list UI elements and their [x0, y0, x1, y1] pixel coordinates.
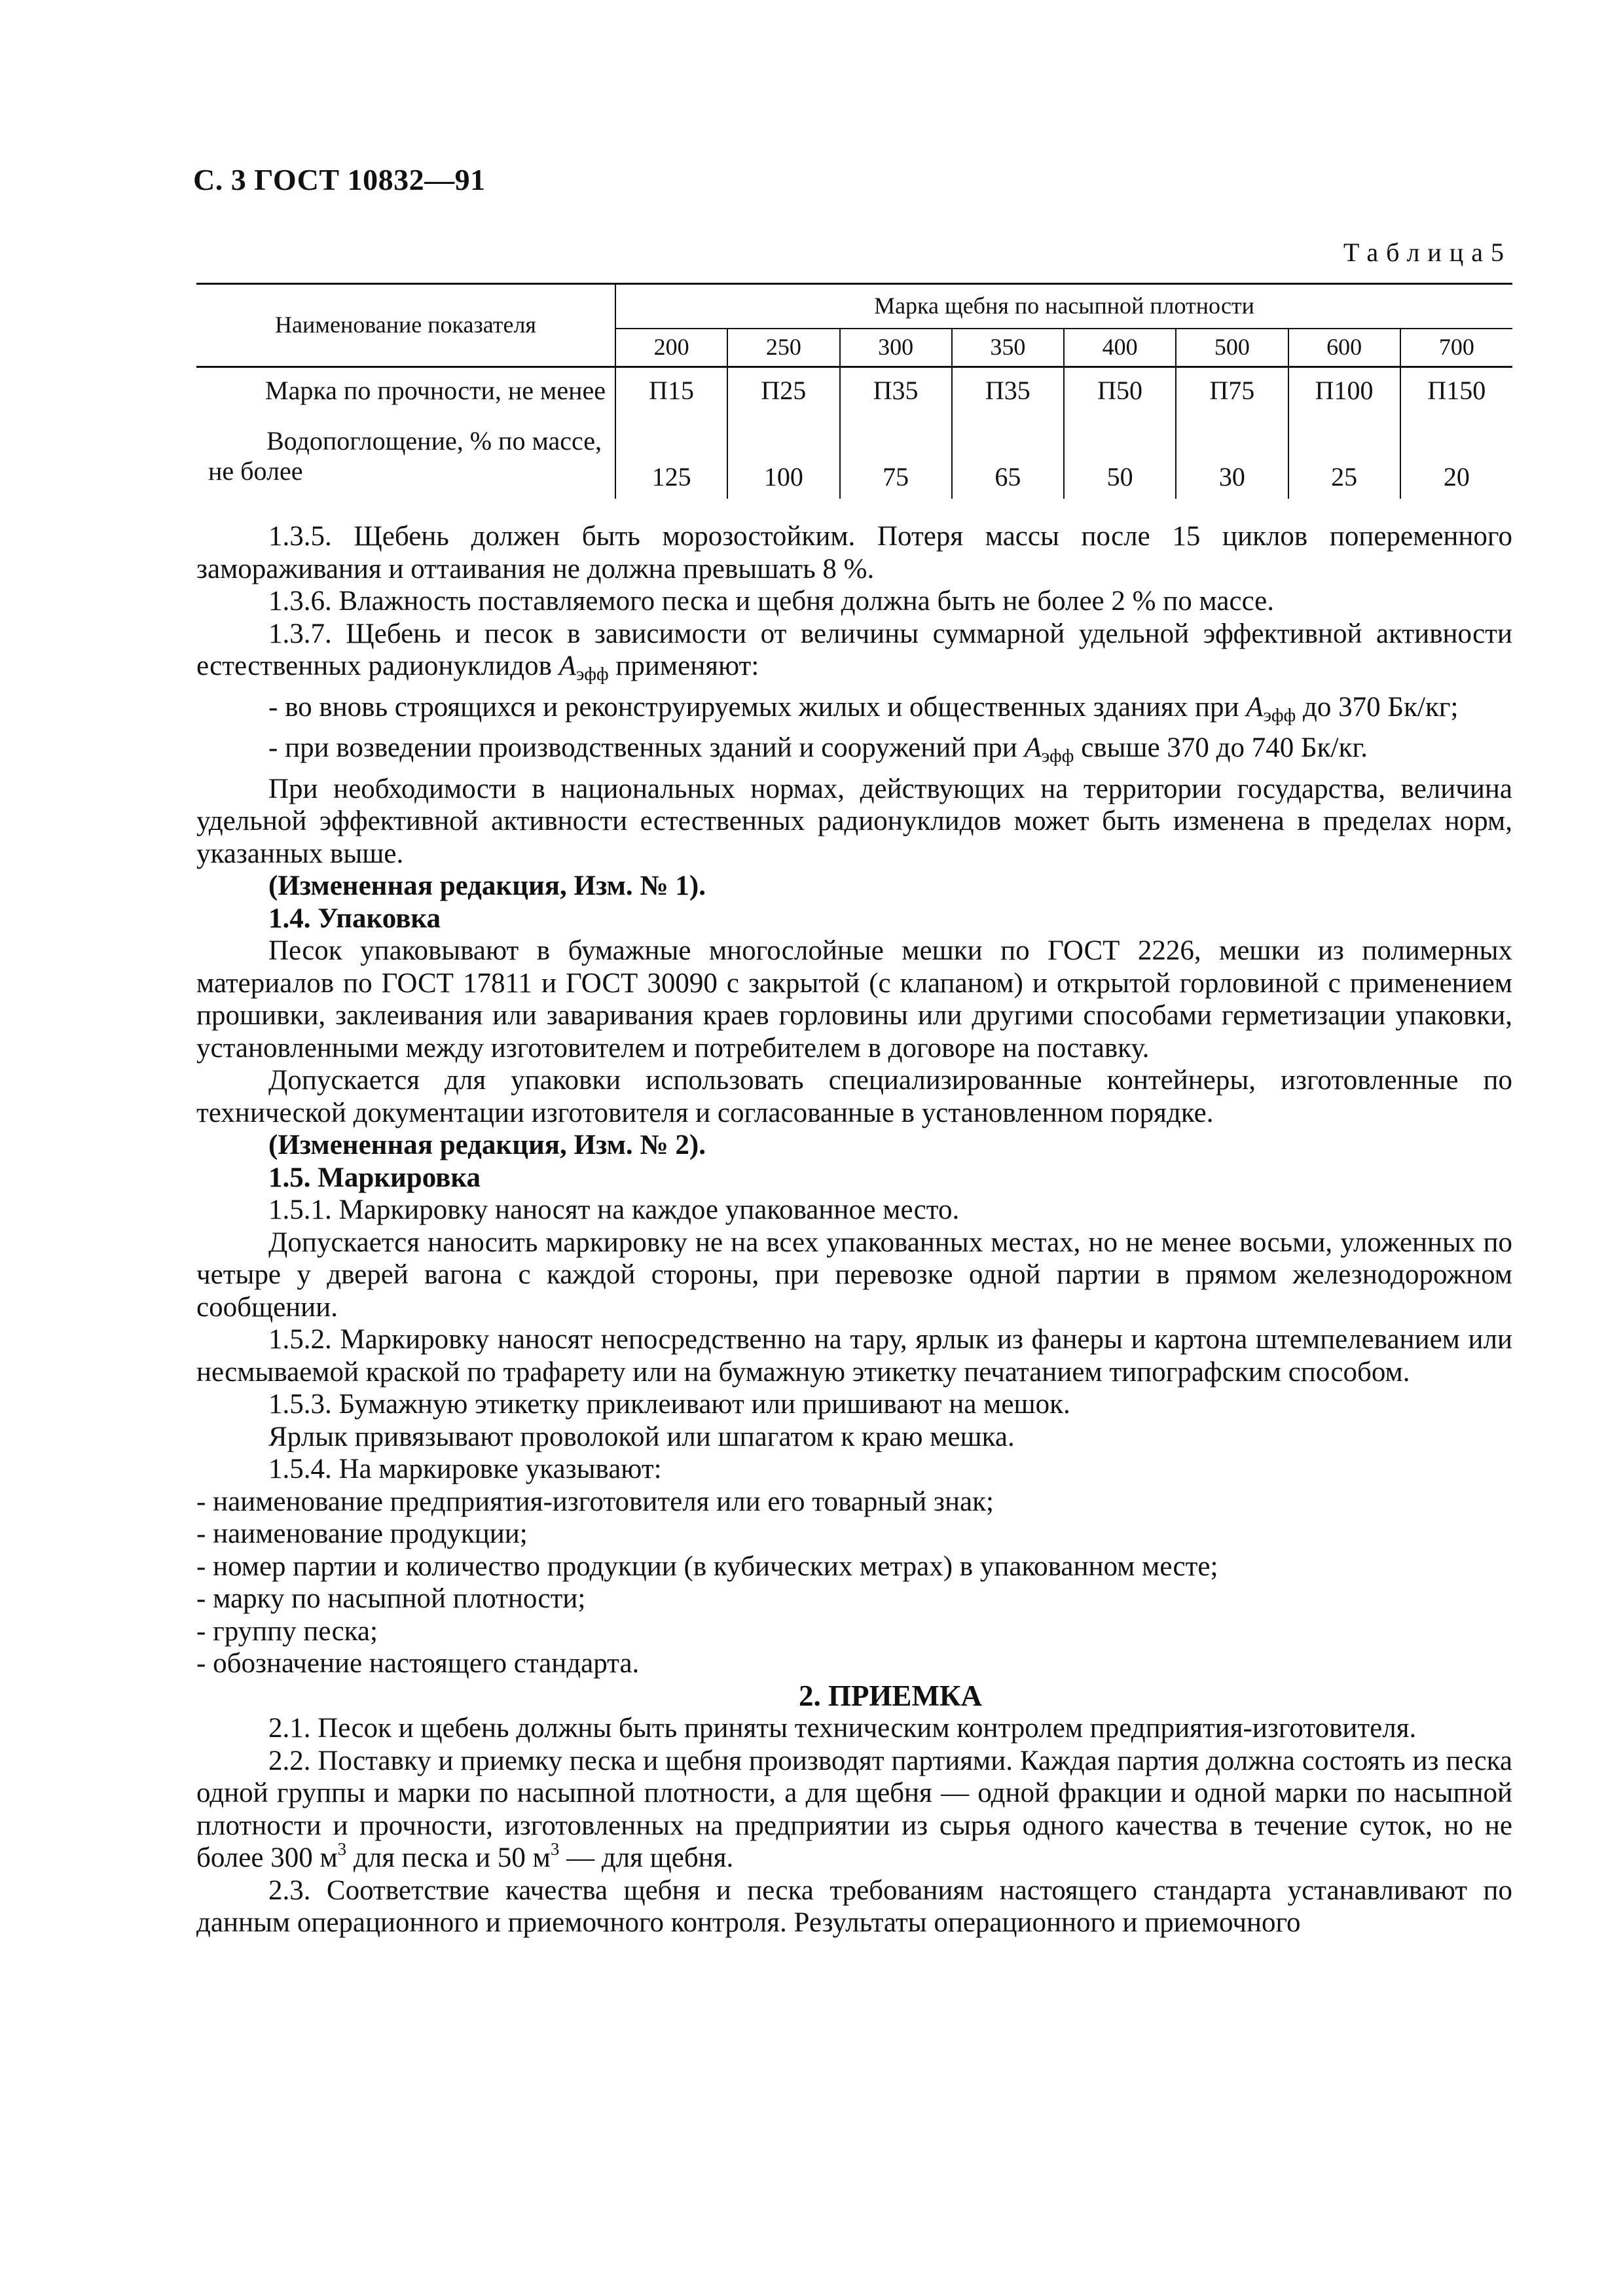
- superscript: 3: [337, 1839, 347, 1859]
- text-run: - при возведении производственных зданий и сооружений при: [268, 732, 1025, 763]
- paragraph-2-3: 2.3. Соответствие качества щебня и песка требованиям настоящего стандарта устанавливают по данным операционного и приемочного контроля. Результаты операционного и приемочного: [196, 1874, 1512, 1938]
- group-header: Марка щебня по насыпной плотности: [615, 284, 1512, 329]
- paragraph-1-3-7: [196, 618, 1512, 691]
- table-cell: 65: [952, 414, 1064, 499]
- paragraph-1-5-4: 1.5.4. На маркировке указывают:: [268, 1454, 662, 1484]
- table-cell: П35: [840, 368, 952, 414]
- paragraph-1-3-5: 1.3.5. Щебень должен быть морозостойким. Потеря массы после 15 циклов попеременного замораживания и оттаивания не должна превышать 8 %.: [196, 521, 1512, 584]
- marking-item: - марку по насыпной плотности;: [196, 1583, 586, 1614]
- grade-header: 200: [653, 334, 689, 361]
- text-run: - во вновь строящихся и реконструируемых жилых и общественных зданиях при: [268, 691, 1247, 723]
- table-cell: 20: [1400, 414, 1512, 499]
- table-row: [196, 414, 1512, 499]
- table-5: [196, 283, 1512, 499]
- dash-item: [196, 732, 1512, 773]
- text-run: для песка и 50 м: [346, 1842, 551, 1873]
- row-name: [196, 414, 615, 499]
- paragraph-1-5-1-b: Допускается наносить маркировку не на всех упакованных местах, но не менее восьми, уложенных по четыре у дверей вагона с каждой стороны, при перевозке одной партии в прямом железнодорожном сообщении.: [196, 1227, 1512, 1323]
- edit-note-1: (Измененная редакция, Изм. № 1).: [268, 870, 706, 901]
- aeff-symbol: А: [558, 651, 576, 681]
- body-text: [196, 520, 1512, 1939]
- page-header: С. 3 ГОСТ 10832—91: [193, 163, 486, 196]
- table-cell: 125: [615, 414, 727, 499]
- paragraph-1-5-2: 1.5.2. Маркировку наносят непосредственно на тару, ярлык из фанеры и картона штемпелеванием или несмываемой краской по трафарету или на бумажную этикетку печатанием типографским способом.: [196, 1324, 1512, 1388]
- table-cell: П25: [727, 368, 839, 414]
- table-row: [196, 368, 1512, 414]
- marking-item: - наименование предприятия-изготовителя или его товарный знак;: [196, 1486, 994, 1517]
- section-2-heading: 2. ПРИЕМКА: [798, 1679, 983, 1712]
- table-cell: П50: [1064, 368, 1176, 414]
- text-run: 1.3.7. Щебень и песок в зависимости от величины суммарной удельной эффективной активности естественных радионуклидов: [196, 618, 1512, 681]
- paragraph-1-5-3: 1.5.3. Бумажную этикетку приклеивают или пришивают на мешок.: [268, 1389, 1070, 1420]
- text-run: 2.2. Поставку и приемку песка и щебня производят партиями. Каждая партия должна состоять из песка одной группы и марки по насыпной плотности, а для щебня — одной фракции и одной марки по насыпной плотности и прочности, изготовленных на предприятии из сырья одного качества в течение суток, но не более 300 м: [196, 1745, 1512, 1873]
- grade-header: 350: [952, 329, 1064, 367]
- aeff-symbol: А: [1024, 732, 1042, 763]
- superscript: 3: [550, 1839, 560, 1859]
- paragraph-1-5-3-b: Ярлык привязывают проволокой или шпагатом к краю мешка.: [268, 1421, 1015, 1452]
- edit-note-2: (Измененная редакция, Изм. № 2).: [268, 1130, 706, 1160]
- grade-header: 250: [727, 329, 839, 367]
- row-name-line1: Водопоглощение, % по массе,: [266, 426, 602, 456]
- aeff-subscript: эфф: [1041, 745, 1074, 766]
- paragraph-1-3-6: 1.3.6. Влажность поставляемого песка и щебня должна быть не более 2 % по массе.: [268, 586, 1275, 617]
- marking-item: - наименование продукции;: [196, 1518, 528, 1549]
- table-cell: П15: [615, 368, 727, 414]
- table-cell: П150: [1400, 368, 1512, 414]
- text-run: до 370 Бк/кг;: [1296, 691, 1459, 723]
- table-cell: 50: [1064, 414, 1176, 499]
- paragraph-1-5-1: 1.5.1. Маркировку наносят на каждое упакованное место.: [268, 1194, 960, 1225]
- paragraph-2-1: 2.1. Песок и щебень должны быть приняты техническим контролем предприятия-изготовителя.: [268, 1713, 1417, 1744]
- grade-header: 400: [1064, 329, 1176, 367]
- paragraph-containers: Допускается для упаковки использовать специализированные контейнеры, изготовленные по технической документации изготовителя и согласованные в установленном порядке.: [196, 1065, 1512, 1128]
- text-run: — для щебня.: [559, 1842, 734, 1873]
- table-caption: Таблица5: [1343, 238, 1512, 267]
- section-1-4-heading: 1.4. Упаковка: [268, 903, 441, 934]
- paragraph-packaging: Песок упаковывают в бумажные многослойные мешки по ГОСТ 2226, мешки из полимерных материалов по ГОСТ 17811 и ГОСТ 30090 с закрытой (с клапаном) и открытой горловиной с применением прошивки, заклеивания или заваривания краев горловины или другими способами герметизации упаковки, установленными между изготовителем и потребителем в договоре на поставку.: [196, 935, 1512, 1064]
- table-cell: 75: [840, 414, 952, 499]
- table-cell: 25: [1288, 414, 1400, 499]
- marking-item: - группу песка;: [196, 1615, 378, 1647]
- aeff-subscript: эфф: [575, 664, 609, 685]
- marking-item: - номер партии и количество продукции (в кубических метрах) в упакованном месте;: [196, 1551, 1218, 1582]
- table-cell: 30: [1176, 414, 1288, 499]
- row-name: Марка по прочности, не менее: [265, 376, 606, 405]
- table-cell: 100: [727, 414, 839, 499]
- text-run: применяют:: [608, 651, 759, 681]
- grade-header: 700: [1400, 329, 1512, 367]
- col-name-header: Наименование показателя: [196, 284, 615, 367]
- table-cell: П35: [952, 368, 1064, 414]
- aeff-symbol: А: [1246, 691, 1264, 723]
- dash-item: [196, 691, 1512, 732]
- aeff-subscript: эфф: [1263, 704, 1296, 726]
- marking-item: - обозначение настоящего стандарта.: [196, 1648, 640, 1679]
- row-name-line2: не более: [208, 456, 303, 486]
- text-run: свыше 370 до 740 Бк/кг.: [1074, 732, 1368, 763]
- grade-header: 600: [1288, 329, 1400, 367]
- grade-header: 500: [1176, 329, 1288, 367]
- table-cell: П75: [1176, 368, 1288, 414]
- paragraph-national-norms: При необходимости в национальных нормах, действующих на территории государства, величина удельной эффективной активности естественных радионуклидов может быть изменена в пределах норм, указанных выше.: [196, 773, 1512, 869]
- paragraph-2-2: [196, 1745, 1512, 1874]
- table-cell: П100: [1288, 368, 1400, 414]
- grade-header: 300: [840, 329, 952, 367]
- section-1-5-heading: 1.5. Маркировка: [268, 1162, 481, 1193]
